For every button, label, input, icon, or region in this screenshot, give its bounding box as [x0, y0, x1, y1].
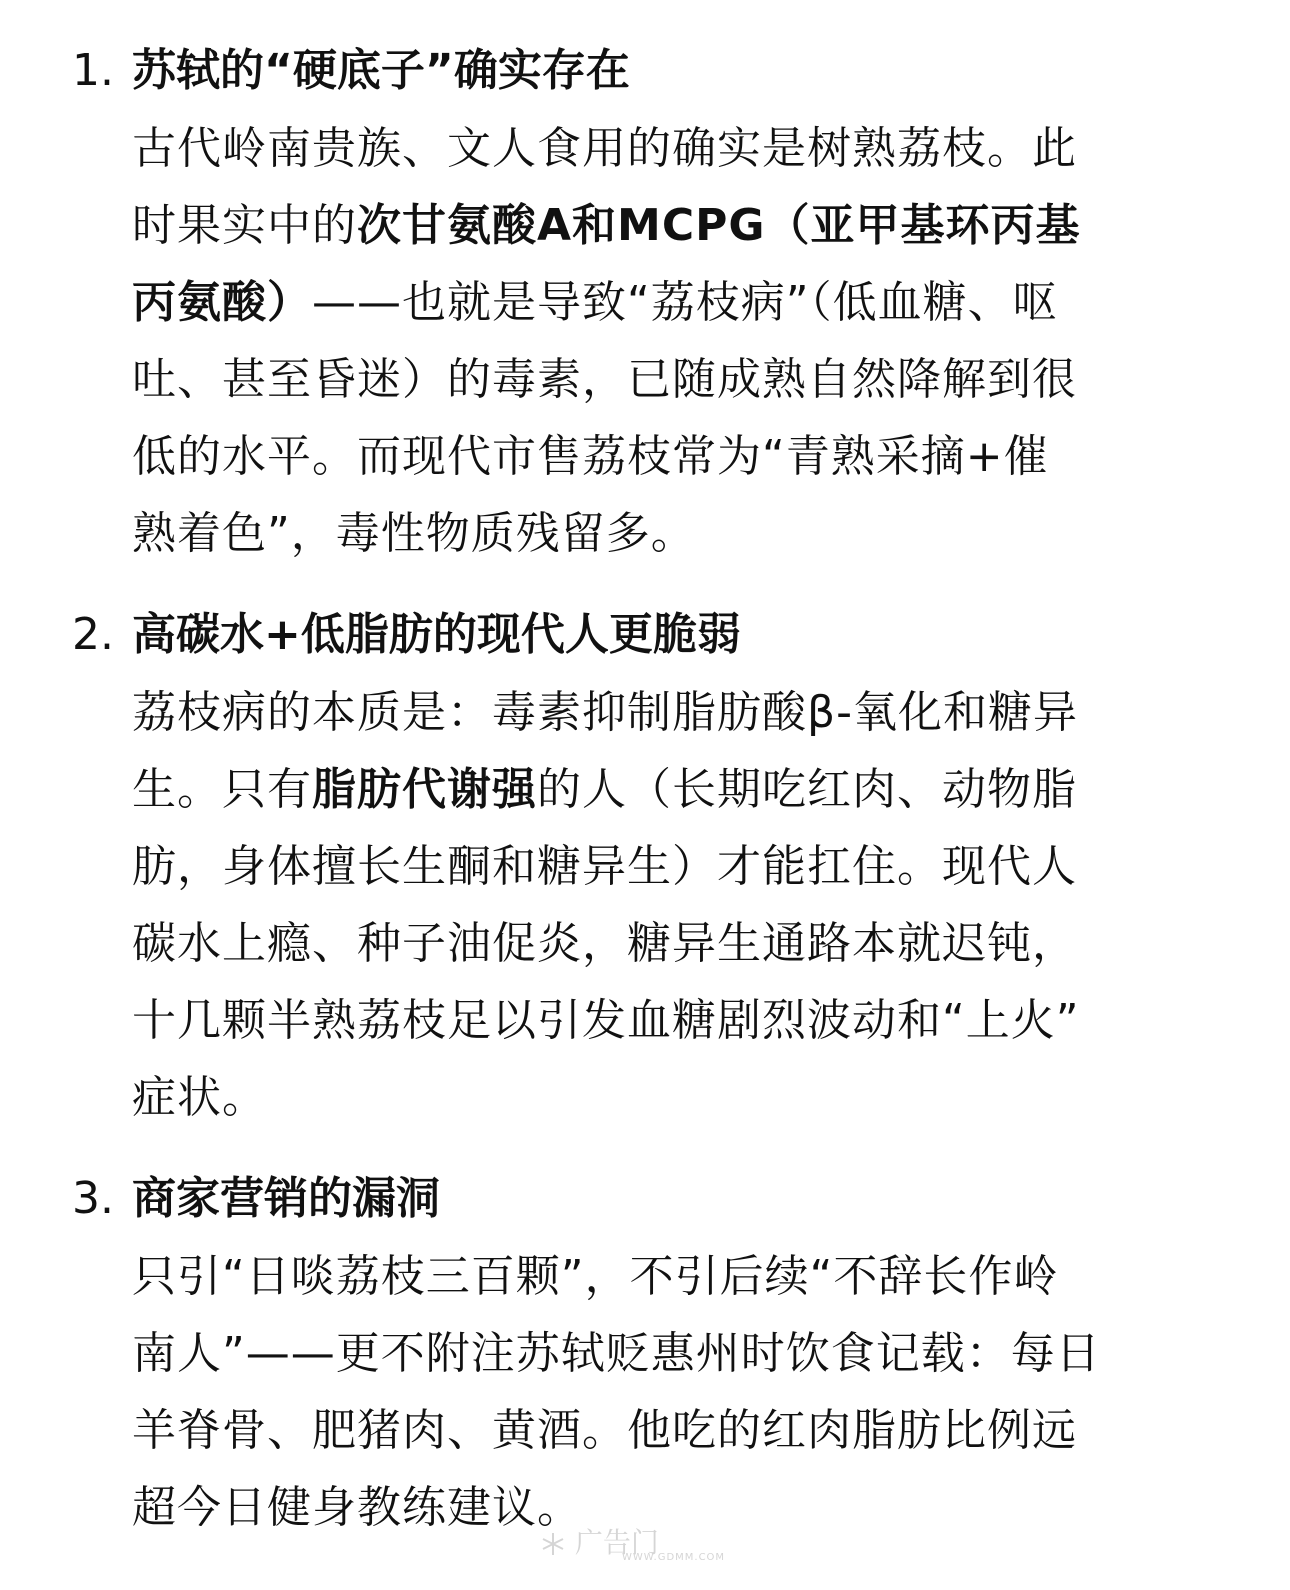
list-number: 3.: [72, 1173, 114, 1224]
text-run: 古代岭南贵族、文人食用的确实是树熟荔枝。此: [132, 123, 1077, 174]
text-run: 熟着色”，毒性物质残留多。: [132, 508, 696, 559]
watermark-logo-icon: [540, 1531, 566, 1557]
text-run: 羊脊骨、肥猪肉、黄酒。他吃的红肉脂肪比例远: [132, 1405, 1077, 1456]
section-body: [132, 674, 1212, 1136]
bold-text: 丙氨酸）: [132, 277, 312, 328]
bold-text: 次甘氨酸A和MCPG（亚甲基环丙基: [357, 200, 1081, 251]
body-line: [132, 982, 1212, 1059]
text-run: 十几颗半熟荔枝足以引发血糖剧烈波动和“上火”: [132, 995, 1080, 1046]
watermark-brand: 广告门: [574, 1526, 659, 1559]
text-run: 低的水平。而现代市售荔枝常为“青熟采摘+催: [132, 431, 1049, 482]
body-line: [132, 1059, 1212, 1136]
section-heading: 苏轼的“硬底子”确实存在: [132, 45, 630, 96]
text-run: 碳水上瘾、种子油促炎，糖异生通路本就迟钝，: [132, 918, 1077, 969]
list-number: 2.: [72, 609, 114, 660]
section-heading: 高碳水+低脂肪的现代人更脆弱: [132, 609, 741, 660]
body-line: [132, 905, 1212, 982]
body-line: [132, 1392, 1212, 1469]
text-run: 只引“日啖荔枝三百颗”，不引后续“不辞长作岭: [132, 1251, 1059, 1302]
section-heading: 商家营销的漏洞: [132, 1173, 440, 1224]
bold-text: 脂肪代谢强: [312, 764, 537, 815]
section-body: [132, 1238, 1212, 1546]
text-run: 时果实中的: [132, 200, 357, 251]
body-line: [132, 418, 1212, 495]
body-line: [132, 187, 1212, 264]
watermark-site: WWW.GDMM.COM: [622, 1552, 726, 1563]
text-run: 吐、甚至昏迷）的毒素，已随成熟自然降解到很: [132, 354, 1077, 405]
text-run: 肪，身体擅长生酮和糖异生）才能扛住。现代人: [132, 841, 1077, 892]
text-run: 症状。: [132, 1072, 267, 1123]
text-run: 荔枝病的本质是：毒素抑制脂肪酸β-氧化和糖异: [132, 687, 1078, 738]
text-run: 南人”——更不附注苏轼贬惠州时饮食记载：每日: [132, 1328, 1101, 1379]
section-body: [132, 110, 1212, 572]
body-line: [132, 1238, 1212, 1315]
list-number: 1.: [72, 45, 114, 96]
text-run: 超今日健身教练建议。: [132, 1482, 582, 1533]
text-run: 的人（长期吃红肉、动物脂: [537, 764, 1077, 815]
body-line: [132, 828, 1212, 905]
watermark: [540, 1526, 740, 1566]
text-run: 生。只有: [132, 764, 312, 815]
body-line: [132, 1315, 1212, 1392]
body-line: [132, 674, 1212, 751]
text-run: ——也就是导致“荔枝病”（低血糖、呕: [312, 277, 1058, 328]
body-line: [132, 264, 1212, 341]
body-line: [132, 495, 1212, 572]
body-line: [132, 110, 1212, 187]
body-line: [132, 751, 1212, 828]
body-line: [132, 341, 1212, 418]
